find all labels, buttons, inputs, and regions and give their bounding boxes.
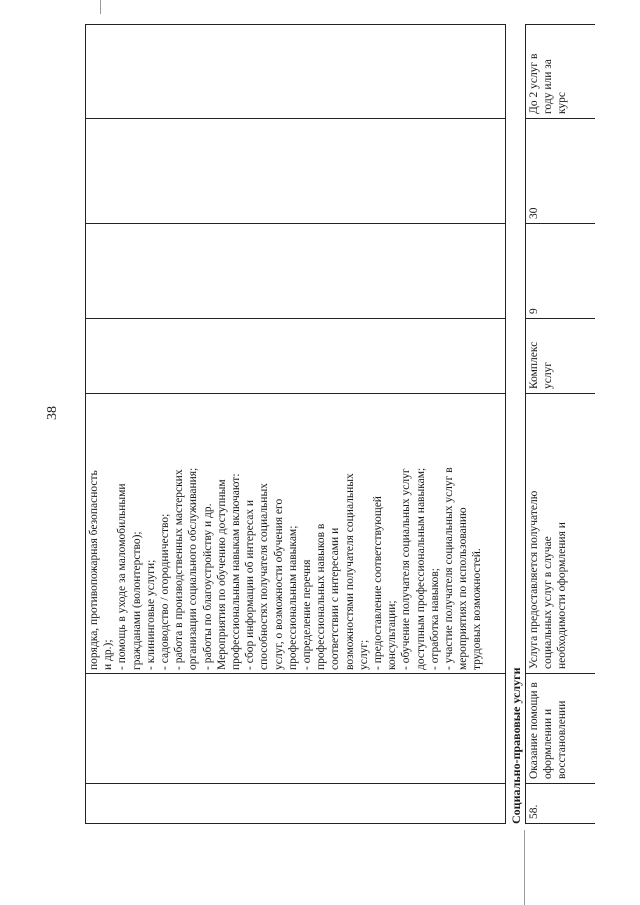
- service-content-line: профессиональных навыков в: [315, 523, 328, 670]
- service-content-line: - сбор информации об интересах и: [244, 499, 257, 670]
- service-content-line: трудовых возможностей.: [471, 548, 484, 670]
- row58-value-b: 30: [528, 207, 540, 219]
- page-number: 38: [45, 406, 60, 420]
- service-content-line: - работы по благоустройству и др.: [201, 503, 214, 670]
- row58-frequency-line: курс: [556, 91, 569, 114]
- service-content-line: услуг, о возможности обучения его: [272, 498, 285, 670]
- col-border-0: [85, 823, 505, 824]
- table-row-58: [525, 24, 595, 824]
- service-content-line: - клининговые услуги;: [144, 559, 157, 670]
- section-title: Социально-правовые услуги: [509, 667, 523, 824]
- table-top-border: [85, 24, 86, 824]
- service-content-line: - работа в производственных мастерских: [173, 469, 186, 670]
- row58-frequency-cell: [525, 24, 595, 119]
- rotated-table-sheet: [85, 24, 610, 824]
- service-content-line: консультации;: [386, 600, 399, 670]
- col-border-3: [85, 393, 505, 394]
- row58-value-a: 9: [528, 308, 540, 314]
- service-content-line: профессиональным навыкам включают:: [230, 473, 243, 670]
- row58-value-b-cell: [525, 119, 595, 224]
- service-content-line: Мероприятия по обучению доступным: [215, 479, 228, 670]
- service-content-line: - определение перечня: [301, 559, 314, 670]
- row58-content-line: социальных услуг в случае: [542, 536, 555, 669]
- service-content-line: порядка, противопожарная безопасность: [88, 470, 100, 670]
- col-border-1: [85, 783, 505, 784]
- service-content-line: гражданами (волонтерство);: [130, 531, 143, 670]
- row58-value-a-cell: [525, 224, 595, 319]
- service-content-line: мероприятиях по использованию: [457, 507, 470, 670]
- col-border-2: [85, 673, 505, 674]
- row58-content-line: Услуга предоставляется получателю: [528, 490, 540, 669]
- service-content-line: - отработка навыков;: [428, 568, 441, 670]
- service-content-line: - участие получателя социальных услуг в: [443, 467, 456, 670]
- service-content-line: и др.);: [102, 639, 115, 670]
- row58-unit-line: услуг: [542, 361, 555, 389]
- col-border-5: [85, 223, 505, 224]
- service-content-line: возможностями получателя социальных: [343, 473, 356, 670]
- row58-frequency-line: До 2 услуг в: [528, 53, 540, 114]
- service-content-line: - обучение получателя социальных услуг: [400, 468, 413, 670]
- service-content-line: профессиональным навыкам;: [286, 525, 299, 670]
- col-border-7: [85, 24, 505, 25]
- row58-name-line: оформлении и: [542, 708, 555, 779]
- row58-name-line: Оказание помощи в: [528, 682, 540, 779]
- service-content-line: соответствии с интересами и: [329, 527, 342, 670]
- continued-row: [85, 24, 505, 824]
- row58-name-line: восстановлении: [556, 700, 569, 779]
- service-content-line: организации социального обслуживания;: [187, 467, 200, 670]
- service-content-lines: [87, 398, 485, 670]
- service-content-line: способностях получателя социальных: [258, 483, 271, 670]
- service-content-line: услуг;: [357, 639, 370, 670]
- service-content-line: - предоставление соответствующей: [372, 496, 385, 670]
- col-border-6: [85, 118, 505, 119]
- table-divider: [505, 24, 506, 824]
- row58-content-line: необходимости оформления и: [556, 522, 569, 669]
- scan-artifact: [524, 830, 525, 905]
- col-border-4: [85, 318, 505, 319]
- row58-frequency-line: году или за: [542, 59, 555, 114]
- row58-unit-cell: [525, 319, 595, 394]
- service-content-line: - помощь в уходе за маломобильными: [116, 483, 129, 670]
- row58-name-cell: [525, 674, 595, 784]
- row58-number-cell: [525, 784, 595, 824]
- row58-unit-line: Комплекс: [528, 341, 540, 389]
- row58-content-cell: [525, 394, 595, 674]
- service-content-line: доступным профессиональным навыкам;: [414, 467, 427, 670]
- scan-artifact: [100, 0, 101, 14]
- service-content-line: - садоводство / огородничество;: [159, 513, 172, 670]
- row58-number: 58.: [528, 804, 540, 819]
- service-content-cell: [87, 398, 502, 670]
